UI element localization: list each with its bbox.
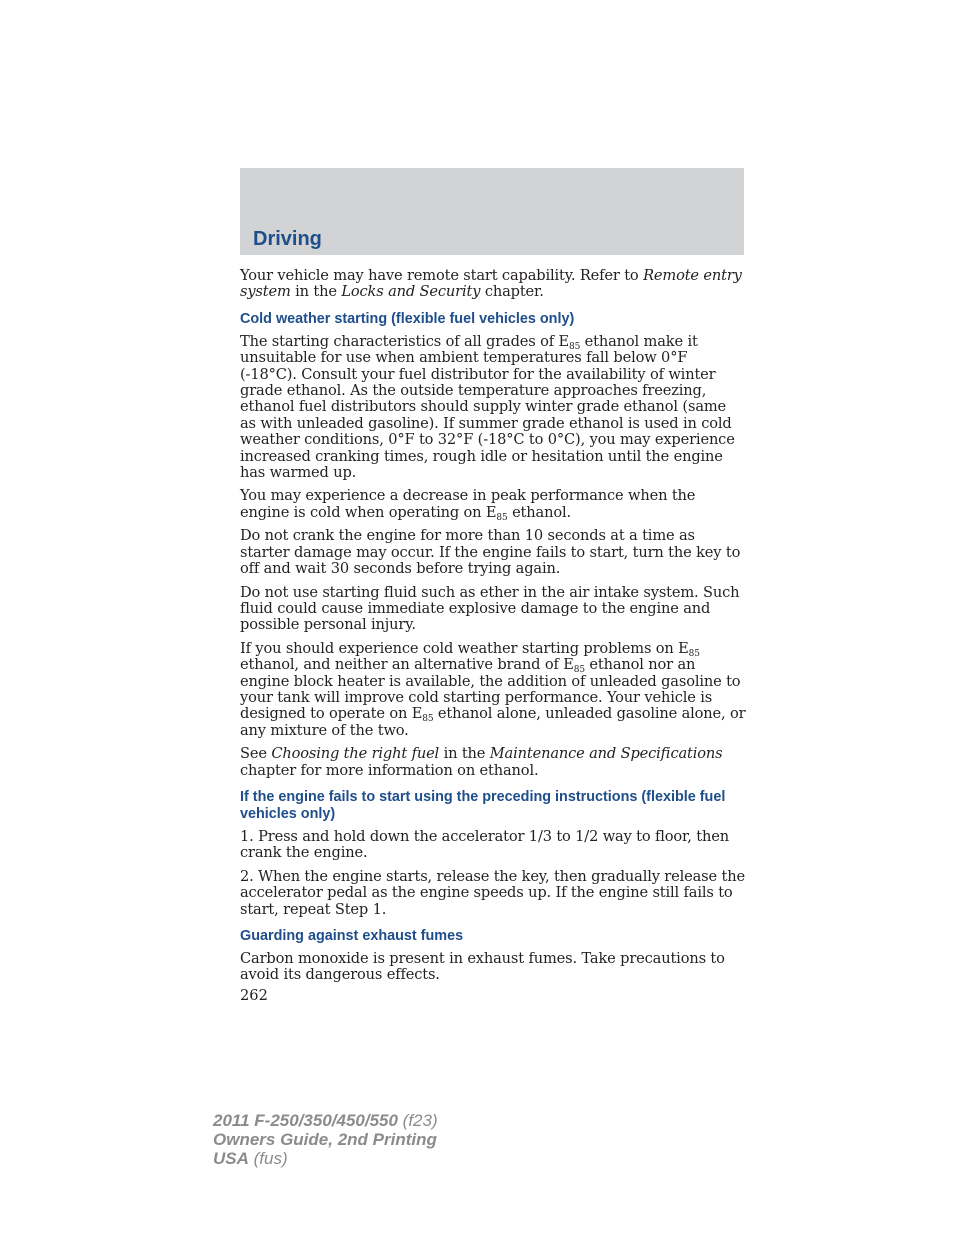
link-choosing-the-right-fuel[interactable]: Choosing the right fuel <box>271 745 440 763</box>
paragraph-carbon-monoxide: Carbon monoxide is present in exhaust fumes. Take precautions to avoid its dangerous effects. <box>240 950 725 984</box>
footer-line-1 <box>213 1111 438 1130</box>
text: See <box>240 745 272 763</box>
paragraph-peak-performance <box>240 488 746 521</box>
link-locks-and-security[interactable]: Locks and Security <box>341 283 481 301</box>
paragraph-starting-fluid: Do not use starting fluid such as ether in the air intake system. Such fluid could cause immediate explosive damage to the engine and possible personal injury. <box>240 583 740 634</box>
link-maintenance-and-specifications[interactable]: Maintenance and Specifications <box>489 745 723 763</box>
footer-guide: Owners Guide, 2nd Printing <box>213 1130 437 1149</box>
subscript: 85 <box>496 512 508 523</box>
text: ethanol nor an engine block heater is available, the addition of unleaded gasoline to your tank will improve cold starting performance. Your vehicle is designed to operate on E <box>240 656 741 723</box>
step-1: 1. Press and hold down the accelerator 1/3 to 1/2 way to floor, then crank the engine. <box>240 827 729 862</box>
text: chapter. <box>480 283 544 301</box>
subscript: 85 <box>422 714 434 725</box>
paragraph-do-not-crank: Do not crank the engine for more than 10 seconds at a time as starter damage may occur. If the engine fails to start, turn the key to off and wait 30 seconds before trying again. <box>240 527 741 578</box>
footer-code: (f23) <box>397 1111 438 1130</box>
footer-market: USA <box>213 1149 249 1168</box>
text: in the <box>290 283 342 301</box>
subscript: 85 <box>569 341 581 352</box>
intro-paragraph <box>240 268 746 301</box>
text: ethanol, and neither an alternative brand of E <box>240 656 574 674</box>
page-number: 262 <box>240 986 268 1004</box>
footer-line-2 <box>213 1130 438 1149</box>
text: chapter for more information on ethanol. <box>240 761 539 779</box>
footer-publication-info <box>213 1111 438 1168</box>
page-content <box>240 268 746 1004</box>
link-remote-entry-system[interactable]: Remote entry system <box>240 267 742 301</box>
text: in the <box>439 745 490 763</box>
text: If you should experience cold weather starting problems on E <box>240 639 689 657</box>
footer-model: 2011 F-250/350/450/550 <box>213 1111 398 1130</box>
section-title: Driving <box>253 228 322 250</box>
paragraph-cold-weather-problems <box>240 641 746 739</box>
text: ethanol. <box>507 503 571 521</box>
text: ethanol make it unsuitable for use when ambient temperatures fall below 0°F (-18°C). Consult your fuel distributor for the availability of winter grade ethanol. As the outside temperature approaches freezing, ethanol fuel distributors should supply winter grade ethanol (same as with unleaded gasoline). If summer grade ethanol is used in cold weather conditions, 0°F to 32°F (-18°C to 0°C), you may experience increased cranking times, rough idle or hesitation until the engine has warmed up. <box>240 332 735 482</box>
footer-line-3 <box>213 1149 438 1168</box>
heading-cold-weather-starting: Cold weather starting (flexible fuel vehicles only) <box>240 310 575 327</box>
subscript: 85 <box>688 648 700 659</box>
section-header-band <box>240 168 744 255</box>
step-2: 2. When the engine starts, release the key, then gradually release the accelerator pedal as the engine speeds up. If the engine still fails to start, repeat Step 1. <box>240 867 745 918</box>
heading-exhaust-fumes: Guarding against exhaust fumes <box>240 928 464 944</box>
text: You may experience a decrease in peak performance when the engine is cold when operating on E <box>240 487 696 521</box>
subscript: 85 <box>573 665 585 676</box>
text: ethanol alone, unleaded gasoline alone, or any mixture of the two. <box>240 705 746 739</box>
text: Your vehicle may have remote start capability. Refer to <box>240 267 644 284</box>
paragraph-see-choosing-fuel <box>240 746 746 779</box>
footer-market-code: (fus) <box>248 1149 288 1168</box>
text: The starting characteristics of all grades of E <box>240 332 569 350</box>
paragraph-starting-characteristics <box>240 334 746 482</box>
heading-engine-fails-to-start: If the engine fails to start using the preceding instructions (flexible fuel vehicles only) <box>240 788 726 822</box>
